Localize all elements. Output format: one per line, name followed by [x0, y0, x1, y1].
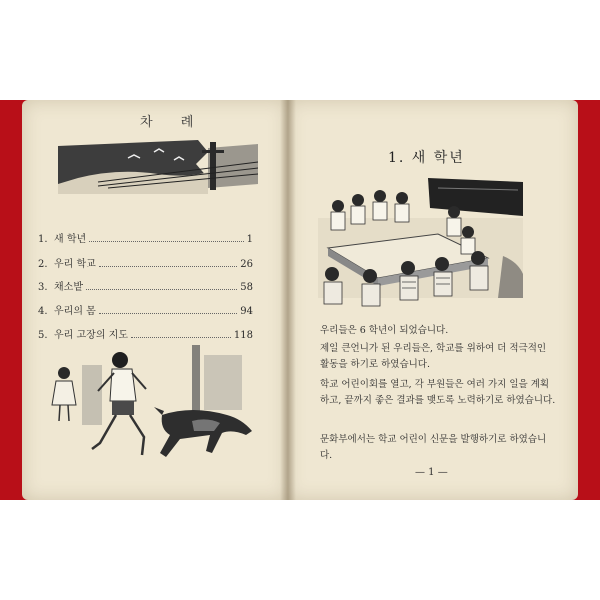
toc-title: 차 례	[140, 115, 206, 130]
toc-item-number: 2.	[38, 259, 48, 270]
chapter-paragraph: 제일 큰언니가 된 우리들은, 학교를 위하여 더 적극적인 활동을 하기로 하였습니다.	[320, 343, 547, 370]
chapter-paragraph: 우리들은 6 학년이 되었습니다.	[320, 325, 449, 336]
toc-item	[38, 302, 253, 317]
toc-item-page: 1	[246, 234, 253, 245]
toc-item-label: 우리 학교	[54, 259, 96, 270]
chapter-paragraph: 문화부에서는 학교 어린이 신문을 발행하기로 하였습니다.	[320, 434, 547, 461]
toc-item-number: 4.	[38, 306, 48, 317]
toc-leader-dots	[99, 266, 237, 267]
toc-item	[38, 230, 253, 245]
toc-item-label: 우리의 몸	[54, 306, 96, 317]
toc-item-number: 1.	[38, 234, 48, 245]
toc-item-page: 58	[240, 282, 253, 293]
toc-item-label: 우리 고장의 지도	[54, 330, 128, 341]
classroom-illustration	[318, 178, 523, 308]
chapter-paragraph: 학교 어린이회를 열고, 각 부원들은 여러 가지 일을 계획하고, 끝까지 좋은 결과를 맺도록 노력하기로 하였습니다.	[320, 379, 556, 406]
toc-item-number: 5.	[38, 330, 48, 341]
page-number: — 1 —	[415, 467, 448, 478]
toc-item	[38, 326, 253, 341]
toc-item	[38, 278, 253, 293]
toc-item-page: 26	[240, 259, 253, 270]
boy-dog-illustration	[42, 345, 257, 480]
toc-leader-dots	[99, 313, 237, 314]
toc-leader-dots	[131, 337, 231, 338]
toc-item	[38, 255, 253, 270]
toc-leader-dots	[89, 241, 243, 242]
book-spine	[280, 100, 296, 500]
toc-leader-dots	[86, 289, 237, 290]
toc-item-page: 94	[240, 306, 253, 317]
toc-item-label: 채소밭	[54, 282, 83, 293]
toc-item-label: 새 학년	[54, 234, 87, 245]
chapter-title: 1. 새 학년	[388, 150, 465, 166]
toc-item-page: 118	[233, 330, 253, 341]
toc-item-number: 3.	[38, 282, 48, 293]
sky-pole-illustration	[58, 138, 258, 194]
